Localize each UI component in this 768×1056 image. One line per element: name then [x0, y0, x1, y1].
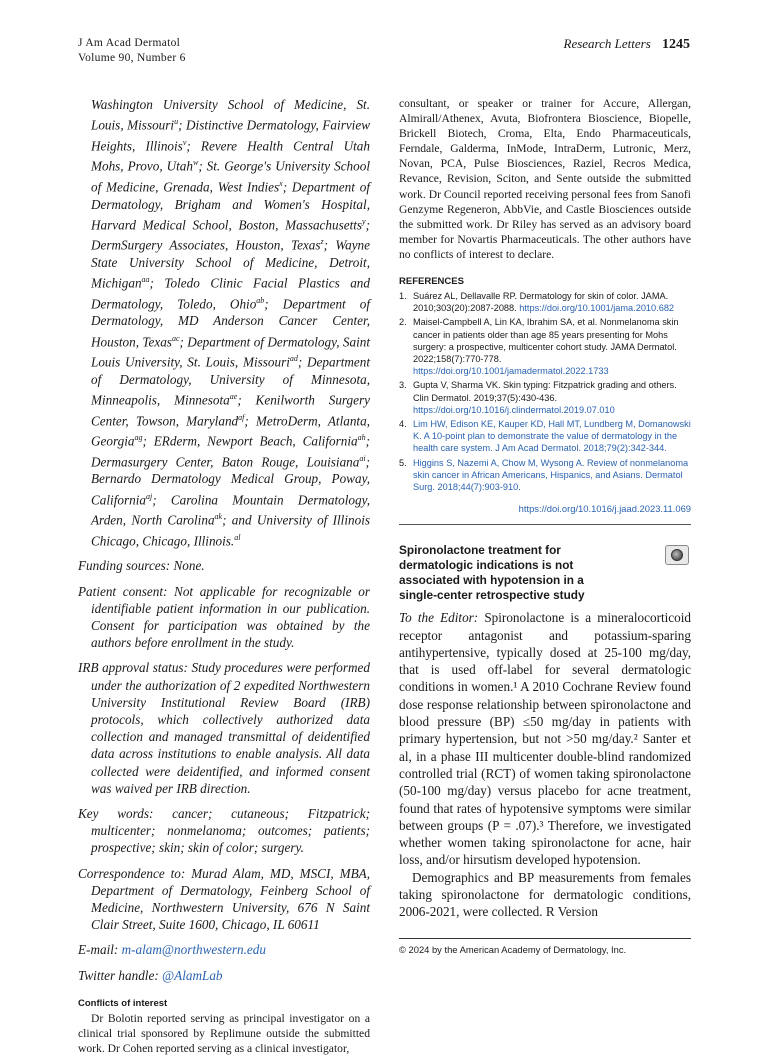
journal-name: J Am Acad Dermatol [78, 37, 181, 49]
conflicts-heading: Conflicts of interest [78, 997, 168, 1009]
footer-divider [399, 938, 691, 939]
patient-consent-statement: Patient consent: Not applicable for recognizable or identifiable patient information in our publication. Consent for participation was obtained by the authors before enrollment in the study. [78, 583, 370, 651]
article-paragraph-1-text: Spironolactone is a mineralocorticoid receptor antagonist and potassium-sparing antihypertensive, typically dosed at 25-100 mg/day, that is used off-label for several dermatologic conditions in women.¹ A 2010 Cochrane Review found dose response relationship between spironolactone and blood pressure (BP) ≤50 mg/day in patients with primary hypertension, but not >50 mg/day.² Santer et al, in a phase III multicenter double-blind randomized controlled trial (RCT) of women taking spironolactone (50-100 mg/day) versus placebo for acne treatment, found that rates of hypotensive symptoms were similar between groups (P = .07).³ Therefore, we investigated whether women taking spironolactone for acne, hair loss, and/or hirsutism developed hypotension. [399, 610, 691, 868]
crossmark-icon[interactable] [665, 545, 689, 565]
reference-link[interactable]: https://doi.org/10.1001/jama.2010.682 [519, 303, 675, 314]
article-title-block [399, 543, 691, 603]
copyright-notice: © 2024 by the American Academy of Dermatology, Inc. [399, 944, 627, 955]
article-doi-link[interactable]: https://doi.org/10.1016/j.jaad.2023.11.069 [518, 503, 691, 515]
journal-volume: Volume 90, Number 6 [78, 52, 186, 64]
references-heading: REFERENCES [399, 276, 464, 288]
conflicts-text-continued: consultant, or speaker or trainer for Accure, Allergan, Almirall/Athenex, Avuta, Biofrontera Bioscience, Biopelle, Brickell Biotech, Croma, Elta, Endo Pharmaceuticals, Ferndale, Galderma, InMode, IntraDerm, Lutronic, Merz, Novan, PCA, Pulse Biosciences, Raziel, Recros Medica, Revance, Revision, Sciton, and Sente outside the submitted work. Dr Council reported receiving personal fees from Sanofi Genzyme Regeneron, AbbVie, and Castle Biosciences outside the submitted work. Dr Riley has served as an advisory board member for Novartis Pharmaceuticals. The other authors have no conflicts of interest to declare. [399, 97, 691, 261]
reference-item: 4. Lim HW, Edison KE, Kauper KD, Hall MT, Lundberg M, Domanowski K. A 10-point plan to demonstrate the value of dermatology in the health care system. J Am Acad Dermatol. 2018;79(2):342-344. [399, 419, 691, 454]
reference-link[interactable]: https://doi.org/10.1001/jamadermatol.2022.1733 [413, 366, 609, 377]
reference-item: 2. Maisel-Campbell A, Lin KA, Ibrahim SA, et al. Nonmelanoma skin cancer in patients older than age 85 years presenting for Mohs surgery: a prospective, multicenter cohort study. JAMA Dermatol. 2022;158(7):770-778. https://doi.org/10.1001/jamadermatol.2022.1733 [399, 317, 679, 377]
author-affiliations: Washington University School of Medicine, St. Louis, Missouri$^u$; Distinctive Dermatology, Fairview Heights, Illinois$^v$; Revere Health Central Utah Mohs, Provo, Utah$^w$; St. George's University School of Medicine, Grenada, West Indies$^x$; Department of Dermatology, Brigham and Women's Hospital, Harvard Medical School, Boston, Massachusetts$^y$; DermSurgery Associates, Houston, Texas$^z$; Wayne State University School of Medicine, Detroit, Michigan$^{aa}$; Toledo Clinic Facial Plastics and Dermatology, Toledo, Ohio$^{ab}$; Department of Dermatology, MD Anderson Cancer Center, Houston, Texas$^{ac}$; Department of Dermatology, Saint Louis University, St. Louis, Missouri$^{ad}$; Department of Dermatology, University of Minnesota, Minneapolis, Minnesota$^{ae}$; Kenilworth Surgery Center, Towson, Maryland$^{af}$; MetroDerm, Atlanta, Georgia$^{ag}$; ERderm, Newport Beach, California$^{ah}$; Dermasurgery Center, Baton Rouge, Louisiana$^{ai}$; Bernardo Dermatology Medical Group, Poway, California$^{aj}$; Carolina Mountain Dermatology, Arden, North Carolina$^{ak}$; and University of Illinois Chicago, Chicago, Illinois.$^{al}$ [91, 97, 371, 549]
reference-link[interactable]: Higgins S, Nazemi A, Chow M, Wysong A. Review of nonmelanoma skin cancer in African Americans, Hispanics, and Asians. Dermatol Surg. 2018;44(7):903-910. [413, 457, 689, 493]
running-header-section [564, 36, 691, 52]
twitter-line [78, 967, 370, 984]
article-paragraph-2: Demographics and BP measurements from females taking spironolactone for dermatologic conditions, 2006-2021, were collected. R Version [399, 869, 691, 920]
left-column [78, 96, 370, 1056]
email-label: E-mail: [78, 942, 122, 958]
conflicts-text: Dr Bolotin reported serving as principal investigator on a clinical trial sponsored by Replimune outside the submitted work. Dr Cohen reported serving as a clinical investigator, [78, 1011, 370, 1055]
reference-item: 1. Suárez AL, Dellavalle RP. Dermatology for skin of color. JAMA. 2010;303(20):2087-2088. https://doi.org/10.1001/jama.2010.682 [399, 291, 675, 314]
section-name: Research Letters [563, 36, 651, 51]
section-divider [399, 524, 691, 525]
article-title: Spironolactone treatment for dermatologic indications is not associated with hypotension in a single-center retrospective study [399, 543, 585, 603]
twitter-link[interactable]: @AlamLab [162, 967, 223, 983]
reference-link[interactable]: Lim HW, Edison KE, Kauper KD, Hall MT, Lundberg M, Domanowski K. A 10-point plan to demonstrate the value of dermatology in the health care system. J Am Acad Dermatol. 2018;79(2):342-344. [413, 419, 691, 454]
references-list [399, 290, 691, 493]
reference-item: 3. Gupta V, Sharma VK. Skin typing: Fitzpatrick grading and others. Clin Dermatol. 2019;37(5):430-436. https://doi.org/10.1016/j.clindermatol.2019.07.010 [399, 380, 677, 415]
running-header-journal [78, 36, 186, 66]
correspondence: Correspondence to: Murad Alam, MD, MSCI, MBA, Department of Dermatology, Feinberg School of Medicine, Northwestern University, 676 N Saint Clair Street, Suite 1600, Chicago, IL 60611 [78, 865, 370, 933]
page-number: 1245 [662, 37, 690, 52]
keywords: Key words: cancer; cutaneous; Fitzpatrick; multicenter; nonmelanoma; outcomes; patients; prospective; skin; skin of color; surgery. [78, 805, 370, 856]
article-paragraph-1 [399, 609, 691, 868]
right-column [399, 96, 691, 921]
email-link[interactable]: m-alam@northwestern.edu [121, 942, 266, 958]
irb-statement: IRB approval status: Study procedures were performed under the authorization of 2 expedited Northwestern University Institutional Review Board (IRB) protocols, which collectively authorized data collection and managed transmittal of deidentified data across institutions to enable analysis. All data collected were deidentified, and informed consent was waived per IRB direction. [78, 660, 370, 796]
reference-link[interactable]: https://doi.org/10.1016/j.clindermatol.2019.07.010 [413, 404, 615, 415]
to-the-editor-label: To the Editor: [399, 610, 479, 626]
funding-statement: Funding sources: None. [78, 558, 205, 574]
email-line [78, 941, 370, 958]
reference-item: 5. Higgins S, Nazemi A, Chow M, Wysong A. Review of nonmelanoma skin cancer in African Americans, Hispanics, and Asians. Dermatol Surg. 2018;44(7):903-910. [399, 457, 689, 493]
twitter-label: Twitter handle: [78, 967, 163, 983]
